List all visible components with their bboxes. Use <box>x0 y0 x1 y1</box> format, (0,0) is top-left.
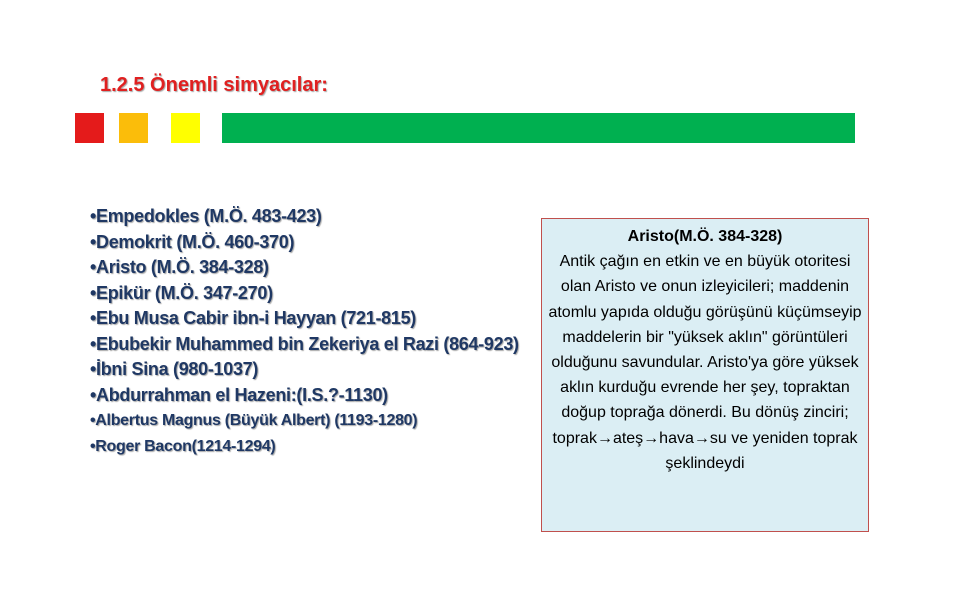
info-box-title: Aristo(M.Ö. 384-328) <box>627 228 783 245</box>
slide-title: 1.2.5 Önemli simyacılar: <box>100 74 328 96</box>
list-item: •Roger Bacon(1214-1294) <box>90 437 276 455</box>
list-item: •Epikür (M.Ö. 347-270) <box>90 282 273 303</box>
list-item: •Aristo (M.Ö. 384-328) <box>90 257 269 277</box>
alchemist-list <box>90 204 530 459</box>
green-bar <box>222 113 855 143</box>
list-item: •İbni Sina (980-1037) <box>90 359 259 379</box>
aristo-info-box <box>541 218 869 532</box>
list-item: •Albertus Magnus (Büyük Albert) (1193-1280) <box>90 412 418 429</box>
list-item: •Abdurrahman el Hazeni:(I.S.?-1130) <box>90 384 388 405</box>
list-item: •Empedokles (M.Ö. 483-423) <box>90 206 322 226</box>
red-square <box>75 113 104 143</box>
info-box-body: Antik çağın en etkin ve en büyük otoritesi olan Aristo ve onun izleyicileri; maddenin atomlu yapıda olduğu görüşünü küçümseyip maddelerin bir "yüksek aklın" görüntüleri olduğunu savundular. Aristo'ya göre yüksek aklın kurduğu evrende her şey, topraktan doğup toprağa dönerdi. Bu dönüş zinciri; toprak→ateş→hava→su ve yeniden toprak şeklindeydi <box>548 253 862 472</box>
list-item: •Ebu Musa Cabir ibn-i Hayyan (721-815) <box>90 308 416 328</box>
list-item: •Demokrit (M.Ö. 460-370) <box>90 231 295 252</box>
orange-square <box>119 113 148 143</box>
list-item: •Ebubekir Muhammed bin Zekeriya el Razi (864-923) <box>90 333 519 354</box>
yellow-square <box>171 113 200 143</box>
